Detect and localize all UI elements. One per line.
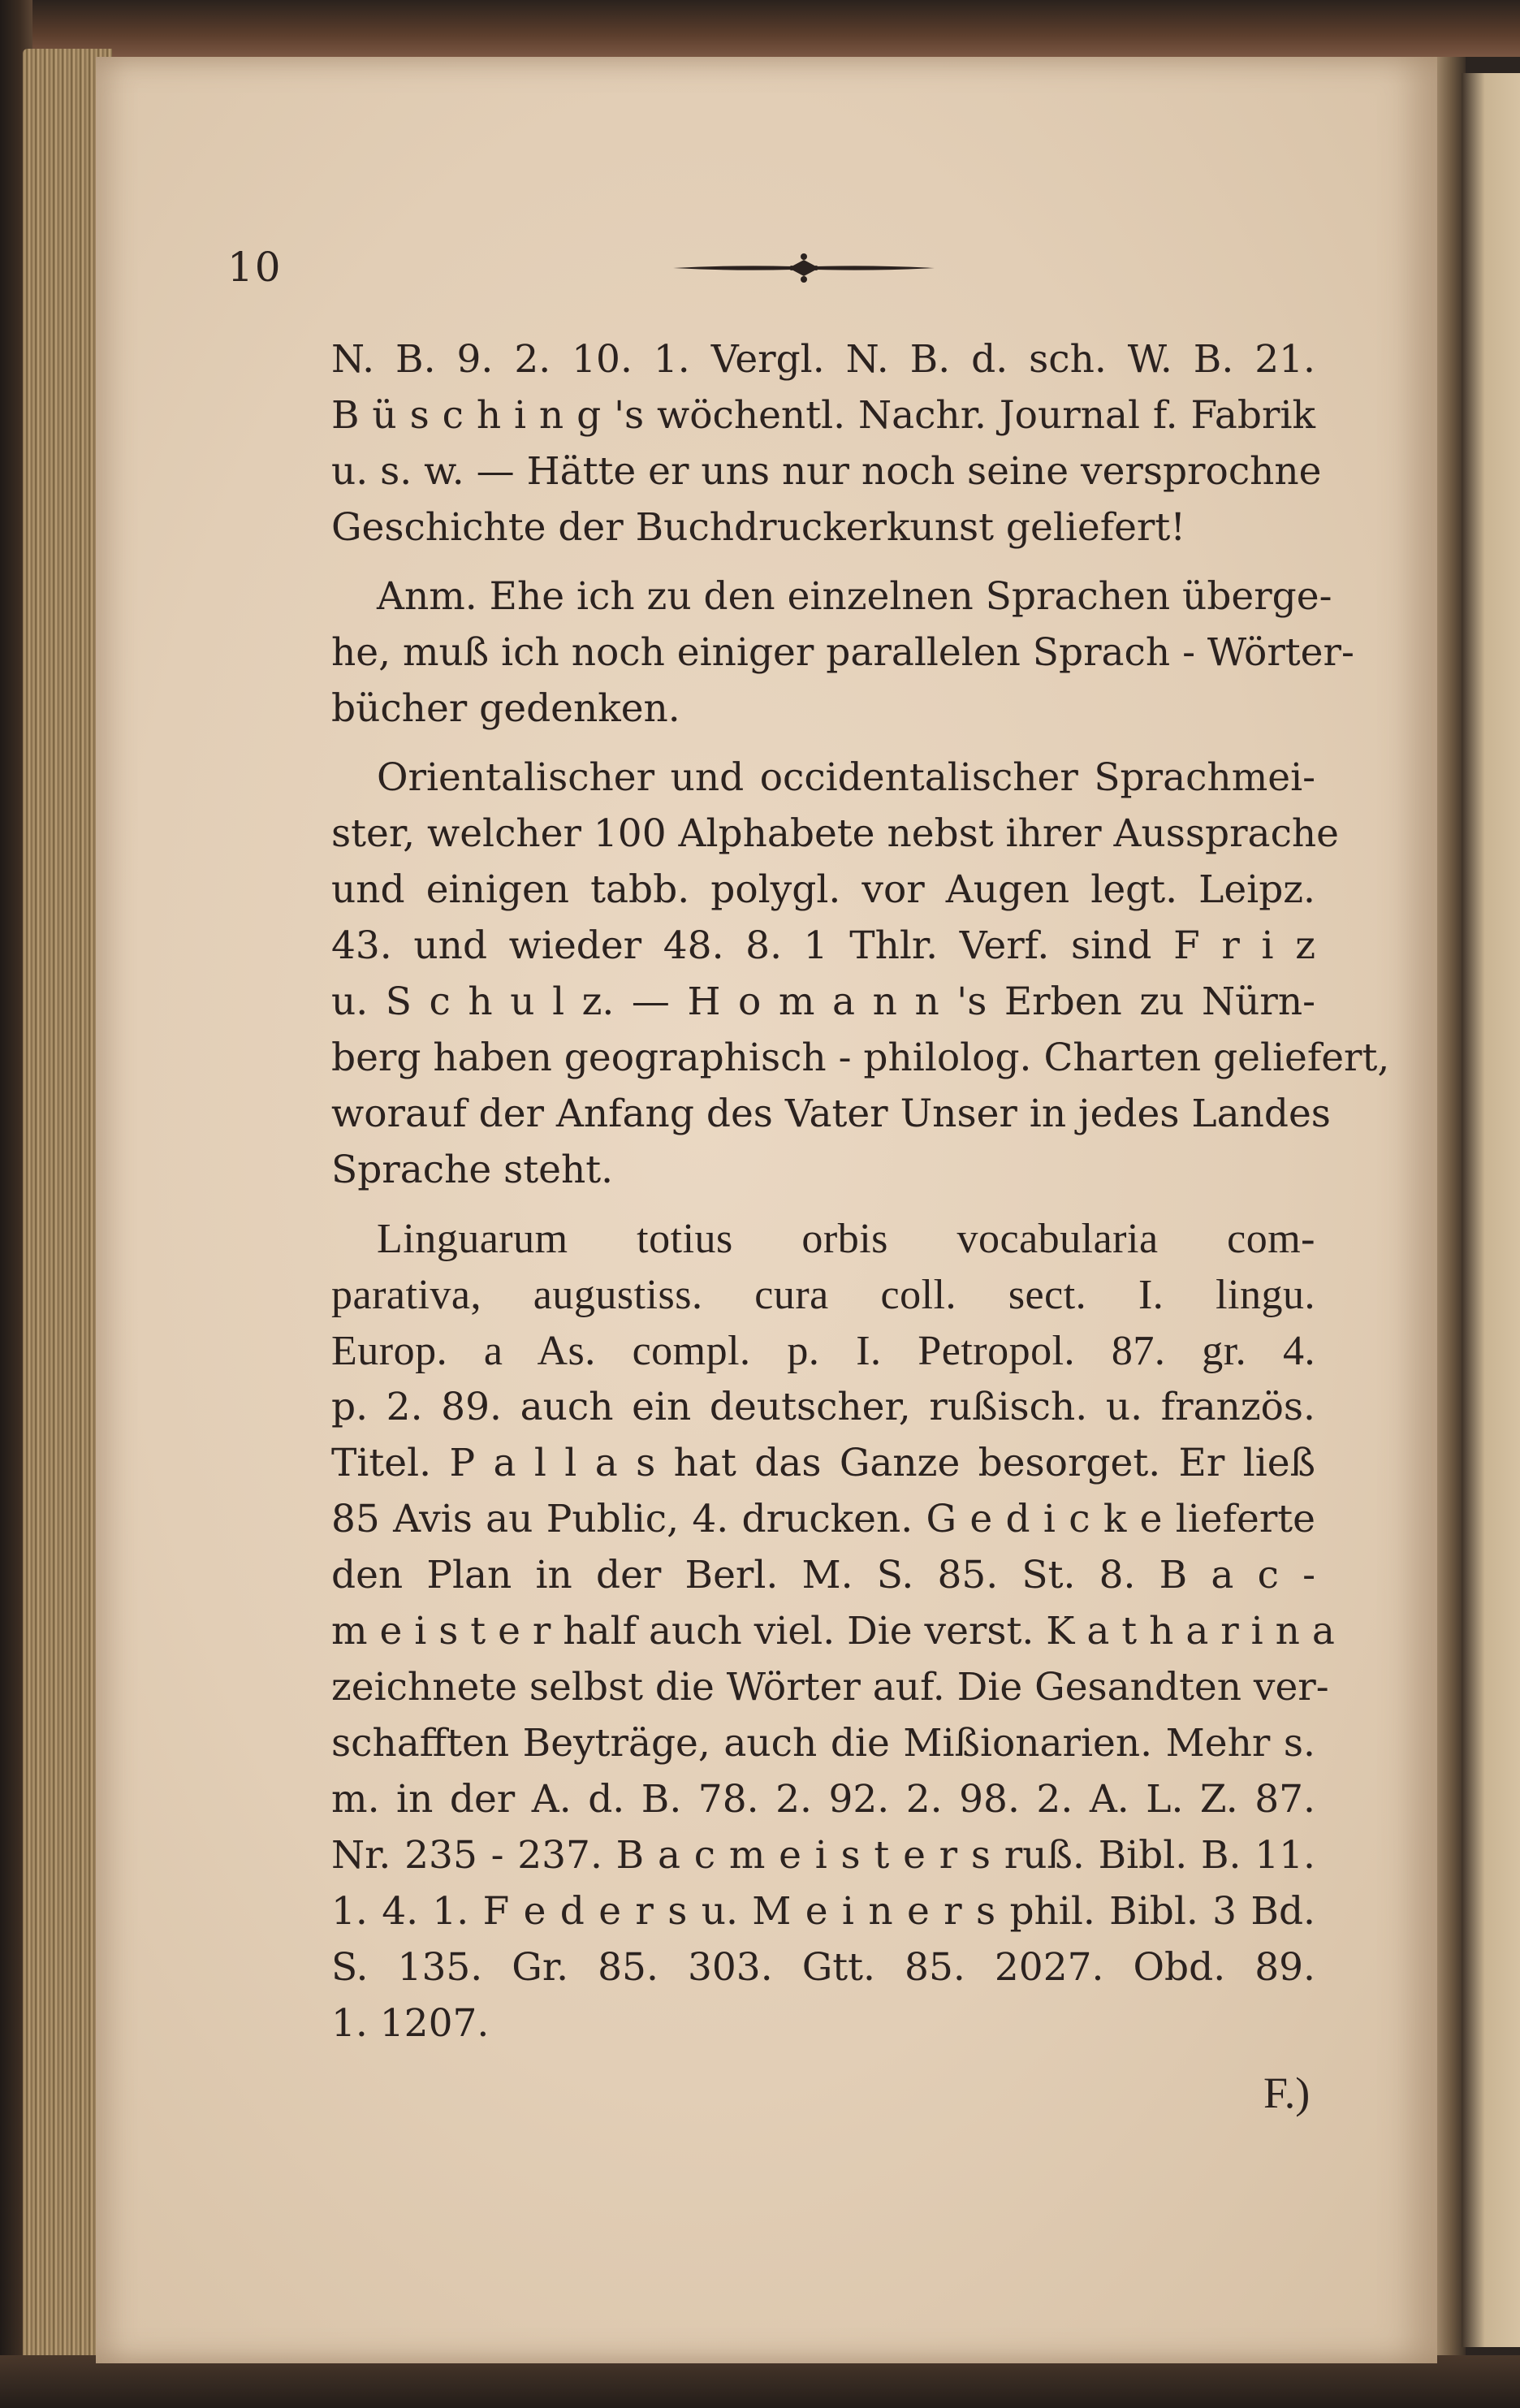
binding-top [0, 0, 1520, 57]
text-line: 1. 1207. [331, 2001, 490, 2046]
text-line: Orientalischer und occidentalischer Sprachmei- [377, 755, 1315, 800]
text-line: Europ. a As. compl. p. I. Petropol. 87. gr. 4. [331, 1328, 1315, 1374]
text-line: u. s. w. — Hätte er uns nur noch seine versprochne [331, 449, 1322, 494]
text-line: schafften Beyträge, auch die Mißionarien. Mehr s. [331, 1721, 1315, 1766]
text-line: Geschichte der Buchdruckerkunst geliefert! [331, 505, 1186, 550]
catchword: F.) [1263, 2069, 1311, 2117]
paragraph [331, 1211, 1335, 2051]
page-text [331, 331, 1390, 2051]
text-line: p. 2. 89. auch ein deutscher, rußisch. u. französ. [331, 1385, 1315, 1429]
text-line: Titel. P a l l a s hat das Ganze besorget. Er ließ [331, 1441, 1315, 1485]
text-line: Nr. 235 - 237. B a c m e i s t e r s ruß. Bibl. B. 11. [331, 1833, 1315, 1878]
paragraph [331, 331, 1322, 556]
text-line: worauf der Anfang des Vater Unser in jedes Landes [331, 1092, 1331, 1136]
text-line: parativa, augustiss. cura coll. sect. I. lingu. [331, 1272, 1315, 1318]
text-line: den Plan in der Berl. M. S. 85. St. 8. B a c - [331, 1553, 1315, 1597]
text-line: 1. 4. 1. F e d e r s u. M e i n e r s phil. Bibl. 3 Bd. [331, 1889, 1315, 1934]
text-line: S. 135. Gr. 85. 303. Gtt. 85. 2027. Obd. 89. [331, 1945, 1315, 1990]
text-line: B ü s c h i n g 's wöchentl. Nachr. Journal f. Fabrik [331, 393, 1315, 438]
text-line: Sprache steht. [331, 1148, 614, 1192]
paragraph [331, 750, 1390, 1198]
facing-page-edge [1462, 73, 1520, 2347]
text-line: Anm. Ehe ich zu den einzelnen Sprachen überge- [377, 574, 1332, 619]
text-line: und einigen tabb. polygl. vor Augen legt. Leipz. [331, 867, 1315, 912]
text-line: u. S c h u l z. — H o m a n n 's Erben zu Nürn- [331, 979, 1315, 1024]
text-line: ster, welcher 100 Alphabete nebst ihrer Aussprache [331, 811, 1339, 856]
text-line: m. in der A. d. B. 78. 2. 92. 2. 98. 2. A. L. Z. 87. [331, 1777, 1315, 1822]
text-line: he, muß ich noch einiger parallelen Sprach - Wörter- [331, 630, 1354, 675]
text-line: zeichnete selbst die Wörter auf. Die Gesandten ver- [331, 1665, 1329, 1710]
text-line: 43. und wieder 48. 8. 1 Thlr. Verf. sind F r i z [331, 923, 1315, 968]
text-line: Linguarum totius orbis vocabularia com- [377, 1216, 1315, 1262]
text-line: berg haben geographisch - philolog. Charten geliefert, [331, 1035, 1390, 1080]
page-number: 10 [227, 244, 283, 291]
decorative-rule-icon [670, 250, 938, 286]
text-line: N. B. 9. 2. 10. 1. Vergl. N. B. d. sch. W. B. 21. [331, 337, 1315, 382]
paragraph [331, 568, 1354, 737]
text-line: m e i s t e r half auch viel. Die verst. K a t h a r i n a [331, 1609, 1335, 1654]
text-line: bücher gedenken. [331, 686, 680, 731]
text-line: 85 Avis au Public, 4. drucken. G e d i c k e lieferte [331, 1497, 1315, 1541]
